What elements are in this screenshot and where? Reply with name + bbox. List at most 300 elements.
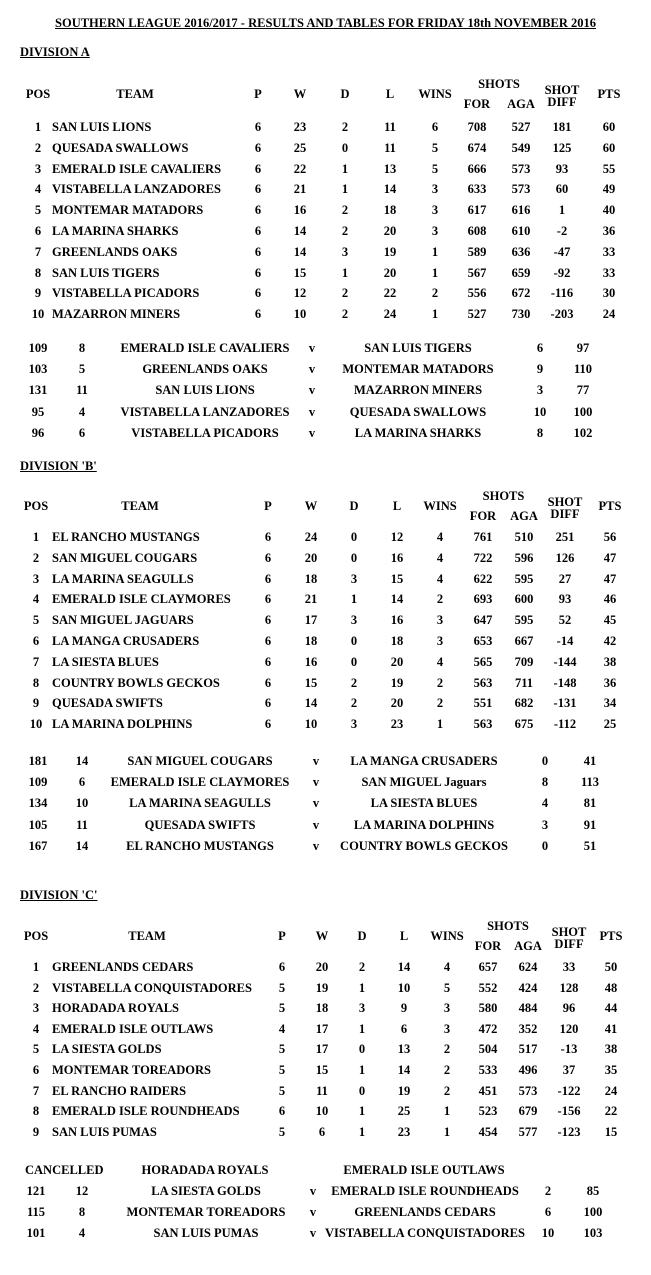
pos: 5 (34, 203, 42, 218)
home-points: 4 (78, 1226, 86, 1241)
shot-diff: -122 (557, 1083, 581, 1098)
result-row (0, 359, 651, 379)
home-points: 14 (75, 754, 89, 768)
away-shots: 100 (583, 1205, 603, 1220)
won: 12 (293, 286, 307, 301)
away-points: 2 (544, 1184, 552, 1198)
away-shots: 41 (583, 754, 597, 768)
shots-against: 600 (514, 592, 534, 607)
lost: 20 (383, 224, 397, 238)
pos: 6 (34, 224, 42, 238)
home-points: 11 (76, 383, 88, 398)
table-row (0, 957, 651, 977)
drawn: 2 (341, 286, 349, 301)
shot-diff: -203 (550, 307, 574, 322)
home-team: VISTABELLA LANZADORES (120, 404, 290, 419)
wins: 1 (431, 244, 439, 259)
points: 33 (602, 265, 616, 280)
wins: 2 (436, 696, 444, 711)
away-points: 9 (536, 362, 544, 377)
shots-against: 424 (518, 980, 538, 995)
won: 10 (293, 307, 307, 322)
away-shots: 113 (580, 775, 600, 790)
points: 22 (604, 1104, 618, 1119)
header-aga: AGA (514, 939, 542, 953)
played: 6 (264, 550, 272, 565)
away-points: 6 (544, 1205, 552, 1220)
played: 6 (254, 120, 262, 134)
played: 6 (254, 203, 262, 218)
home-team: MONTEMAR TOREADORS (126, 1205, 286, 1220)
header-shots: SHOTS (478, 77, 520, 91)
shot-diff: -131 (553, 696, 577, 711)
team-name: MAZARRON MINERS (52, 307, 181, 322)
home-shots: 121 (26, 1184, 46, 1198)
home-team: EL RANCHO MUSTANGS (126, 838, 274, 853)
wins: 1 (443, 1104, 451, 1119)
drawn: 3 (350, 613, 358, 628)
header-diff: DIFF (547, 95, 577, 109)
wins: 1 (431, 307, 439, 322)
shot-diff: 120 (559, 1021, 579, 1036)
result-row (0, 338, 651, 358)
lost: 12 (390, 530, 404, 544)
result-row (0, 836, 651, 856)
home-team: GREENLANDS OAKS (142, 362, 268, 377)
shots-for: 722 (473, 550, 493, 565)
table-row (0, 569, 651, 589)
table-row (0, 1101, 651, 1121)
header-wins: WINS (418, 87, 452, 101)
won: 19 (315, 980, 329, 995)
shot-diff: 181 (552, 120, 572, 134)
table-row (0, 1019, 651, 1039)
header-pts: PTS (598, 499, 622, 513)
away-team: SAN MIGUEL Jaguars (361, 775, 487, 790)
team-name: QUESADA SWIFTS (52, 696, 163, 711)
header-w: W (315, 929, 329, 943)
shots-for: 653 (473, 634, 493, 648)
played: 6 (254, 182, 262, 197)
points: 40 (602, 203, 616, 218)
shots-for: 472 (478, 1021, 498, 1036)
pos: 8 (32, 675, 40, 690)
table-row (0, 1122, 651, 1142)
drawn: 1 (358, 1124, 366, 1139)
table-header (0, 489, 651, 523)
shot-diff: 93 (555, 161, 569, 176)
away-team: MAZARRON MINERS (353, 383, 483, 398)
played: 5 (278, 1001, 286, 1016)
shots-for: 563 (473, 717, 493, 732)
home-team: LA MARINA SEAGULLS (129, 796, 271, 811)
table-row (0, 179, 651, 199)
shots-for: 708 (467, 120, 487, 134)
team-name: MONTEMAR MATADORS (52, 203, 204, 218)
away-points: 0 (541, 754, 549, 768)
away-shots: 110 (573, 362, 593, 377)
wins: 5 (431, 140, 439, 155)
away-team: QUESADA SWALLOWS (349, 404, 487, 419)
drawn: 2 (350, 675, 358, 690)
versus: v (312, 796, 320, 811)
shots-for: 647 (473, 613, 493, 628)
drawn: 3 (341, 244, 349, 259)
home-points: 6 (78, 775, 86, 790)
won: 14 (293, 244, 307, 259)
pos: 10 (31, 307, 45, 322)
header-aga: AGA (507, 97, 535, 111)
shots-for: 551 (473, 696, 493, 711)
shots-for: 617 (467, 203, 487, 218)
shots-for: 533 (478, 1063, 498, 1077)
shots-against: 730 (511, 307, 531, 322)
result-row (0, 772, 651, 792)
result-row (0, 402, 651, 422)
header-pos: POS (23, 499, 49, 513)
header-d: D (349, 499, 359, 513)
wins: 4 (443, 960, 451, 974)
pos: 9 (32, 696, 40, 711)
played: 6 (264, 696, 272, 711)
shots-against: 675 (514, 717, 534, 732)
table-header (0, 919, 651, 953)
table-row (0, 200, 651, 220)
header-shot: SHOT (544, 83, 580, 97)
wins: 4 (436, 571, 444, 586)
header-shots: SHOTS (487, 919, 529, 933)
away-team: SAN LUIS TIGERS (364, 341, 472, 355)
table-row (0, 631, 651, 651)
shot-diff: 1 (558, 203, 566, 218)
away-points: 0 (541, 838, 549, 853)
away-team: LA MARINA DOLPHINS (353, 817, 495, 832)
shots-against: 577 (518, 1124, 538, 1139)
away-points: 3 (541, 817, 549, 832)
team-name: EL RANCHO MUSTANGS (52, 530, 200, 544)
pos: 2 (32, 550, 40, 565)
shot-diff: 128 (559, 980, 579, 995)
page-title: SOUTHERN LEAGUE 2016/2017 - RESULTS AND TABLES FOR FRIDAY 18th NOVEMBER 2016 (55, 16, 596, 30)
drawn: 2 (341, 203, 349, 218)
wins: 2 (443, 1083, 451, 1098)
won: 21 (304, 592, 318, 607)
won: 23 (293, 120, 307, 134)
lost: 9 (400, 1001, 408, 1016)
table-row (0, 548, 651, 568)
played: 6 (278, 960, 286, 974)
shots-against: 636 (511, 244, 531, 259)
played: 6 (254, 224, 262, 238)
header-shots: SHOTS (482, 489, 525, 503)
wins: 3 (443, 1021, 451, 1036)
lost: 18 (383, 203, 397, 218)
shot-diff: 33 (562, 960, 576, 974)
wins: 6 (431, 120, 439, 134)
points: 36 (602, 224, 616, 238)
away-shots: 100 (573, 404, 593, 419)
drawn: 0 (341, 140, 349, 155)
shots-for: 454 (478, 1124, 498, 1139)
shots-for: 567 (467, 265, 487, 280)
home-points: 12 (75, 1184, 89, 1198)
table-row (0, 998, 651, 1018)
shot-diff: 37 (562, 1063, 576, 1077)
pos: 6 (32, 1063, 40, 1077)
versus: v (308, 383, 316, 398)
points: 35 (604, 1063, 618, 1077)
result-row (0, 1202, 651, 1222)
points: 41 (604, 1021, 618, 1036)
home-team: VISTABELLA PICADORS (131, 425, 279, 440)
shots-for: 523 (478, 1104, 498, 1119)
wins: 4 (436, 530, 444, 544)
home-shots: 115 (26, 1205, 46, 1220)
pos: 4 (34, 182, 42, 197)
wins: 2 (443, 1042, 451, 1057)
home-shots: 103 (28, 362, 48, 377)
played: 4 (278, 1021, 286, 1036)
wins: 1 (443, 1124, 451, 1139)
drawn: 3 (358, 1001, 366, 1016)
shots-against: 573 (511, 161, 531, 176)
points: 34 (603, 696, 617, 711)
away-points: 6 (536, 341, 544, 355)
away-shots: 81 (583, 796, 597, 811)
shot-diff: 93 (558, 592, 572, 607)
played: 6 (264, 530, 272, 544)
home-shots: 95 (31, 404, 45, 419)
division-label: DIVISION 'C' (20, 888, 98, 902)
home-team: SAN MIGUEL COUGARS (127, 754, 273, 768)
shots-for: 563 (473, 675, 493, 690)
played: 5 (278, 1042, 286, 1057)
lost: 25 (397, 1104, 411, 1119)
shots-for: 451 (478, 1083, 498, 1098)
versus: v (309, 1205, 317, 1220)
lost: 14 (390, 592, 404, 607)
points: 45 (603, 613, 617, 628)
table-row (0, 242, 651, 262)
away-points: 3 (536, 383, 544, 398)
drawn: 3 (350, 717, 358, 732)
team-name: LA SIESTA BLUES (52, 654, 159, 669)
team-name: MONTEMAR TOREADORS (52, 1063, 211, 1077)
team-name: SAN LUIS TIGERS (52, 265, 160, 280)
header-l: L (392, 499, 402, 513)
shots-for: 504 (478, 1042, 498, 1057)
home-shots: 109 (28, 341, 48, 355)
won: 17 (315, 1042, 329, 1057)
drawn: 0 (358, 1042, 366, 1057)
shots-for: 657 (478, 960, 498, 974)
result-row (0, 793, 651, 813)
header-l: L (385, 87, 395, 101)
pos: 5 (32, 1042, 40, 1057)
team-name: LA MARINA SEAGULLS (52, 571, 194, 586)
points: 49 (602, 182, 616, 197)
lost: 20 (390, 654, 404, 669)
played: 6 (264, 592, 272, 607)
header-team: TEAM (121, 499, 159, 513)
lost: 14 (397, 1063, 411, 1077)
away-team: MONTEMAR MATADORS (342, 362, 494, 377)
table-row (0, 263, 651, 283)
points: 50 (604, 960, 618, 974)
versus: v (308, 404, 316, 419)
header-for: FOR (474, 939, 502, 953)
shots-for: 666 (467, 161, 487, 176)
team-name: SAN LUIS LIONS (52, 120, 152, 134)
played: 5 (278, 980, 286, 995)
pos: 4 (32, 1021, 40, 1036)
drawn: 1 (350, 592, 358, 607)
drawn: 1 (341, 161, 349, 176)
won: 24 (304, 530, 318, 544)
table-row (0, 283, 651, 303)
won: 6 (318, 1124, 326, 1139)
table-row (0, 693, 651, 713)
home-shots: 167 (28, 838, 48, 853)
versus: v (312, 817, 320, 832)
shots-against: 624 (518, 960, 538, 974)
header-wins: WINS (423, 499, 457, 513)
table-row (0, 304, 651, 324)
played: 6 (254, 244, 262, 259)
lost: 15 (390, 571, 404, 586)
played: 6 (264, 717, 272, 732)
away-shots: 102 (573, 425, 593, 440)
shot-diff: -2 (556, 224, 568, 238)
pos: 3 (32, 1001, 40, 1016)
cancelled-label: CANCELLED (25, 1163, 104, 1177)
drawn: 0 (350, 550, 358, 565)
shot-diff: 251 (555, 530, 575, 544)
home-points: 4 (78, 404, 86, 419)
played: 5 (278, 1124, 286, 1139)
pos: 7 (34, 244, 42, 259)
lost: 24 (383, 307, 397, 322)
header-for: FOR (469, 509, 497, 523)
pos: 7 (32, 654, 40, 669)
header-d: D (340, 87, 350, 101)
header-p: P (264, 499, 272, 513)
table-row (0, 610, 651, 630)
played: 6 (264, 613, 272, 628)
shots-against: 517 (518, 1042, 538, 1057)
home-shots: 134 (28, 796, 48, 811)
pos: 8 (34, 265, 42, 280)
shots-for: 527 (467, 307, 487, 322)
won: 25 (293, 140, 307, 155)
shots-for: 580 (478, 1001, 498, 1016)
team-name: LA MANGA CRUSADERS (52, 634, 200, 648)
lost: 22 (383, 286, 397, 301)
pos: 4 (32, 592, 40, 607)
drawn: 2 (358, 960, 366, 974)
away-team: EMERALD ISLE OUTLAWS (343, 1163, 505, 1177)
points: 47 (603, 550, 617, 565)
home-team: EMERALD ISLE CLAYMORES (110, 775, 290, 790)
pos: 1 (34, 120, 42, 134)
header-w: W (293, 87, 307, 101)
table-row (0, 117, 651, 137)
away-team: COUNTRY BOWLS GECKOS (340, 838, 508, 853)
drawn: 2 (341, 224, 349, 238)
shots-for: 674 (467, 140, 487, 155)
shots-against: 709 (514, 654, 534, 669)
pos: 10 (29, 717, 43, 732)
shot-diff: -112 (553, 717, 577, 732)
played: 6 (254, 265, 262, 280)
won: 17 (315, 1021, 329, 1036)
shots-against: 596 (514, 550, 534, 565)
team-name: LA MARINA DOLPHINS (52, 717, 193, 732)
versus: v (309, 1226, 317, 1241)
home-points: 11 (76, 817, 88, 832)
drawn: 1 (358, 1104, 366, 1119)
wins: 4 (436, 654, 444, 669)
team-name: EMERALD ISLE CAVALIERS (52, 161, 222, 176)
shots-against: 672 (511, 286, 531, 301)
header-pts: PTS (599, 929, 623, 943)
away-shots: 77 (576, 383, 590, 398)
away-team: GREENLANDS CEDARS (354, 1205, 496, 1220)
drawn: 1 (341, 265, 349, 280)
home-points: 8 (78, 341, 86, 355)
drawn: 3 (350, 571, 358, 586)
points: 56 (603, 530, 617, 544)
table-row (0, 589, 651, 609)
header-p: P (278, 929, 286, 943)
shots-for: 589 (467, 244, 487, 259)
division-label: DIVISION 'B' (20, 459, 97, 473)
played: 6 (254, 286, 262, 301)
table-row (0, 1060, 651, 1080)
team-name: GREENLANDS CEDARS (52, 960, 194, 974)
table-header (0, 77, 651, 111)
team-name: LA SIESTA GOLDS (52, 1042, 162, 1057)
pos: 9 (32, 1124, 40, 1139)
won: 18 (304, 571, 318, 586)
played: 6 (264, 634, 272, 648)
pos: 2 (32, 980, 40, 995)
shot-diff: 96 (562, 1001, 576, 1016)
pos: 8 (32, 1104, 40, 1119)
won: 18 (304, 634, 318, 648)
won: 16 (293, 203, 307, 218)
result-row (0, 751, 651, 771)
away-points: 10 (541, 1226, 555, 1241)
points: 48 (604, 980, 618, 995)
header-shot: SHOT (551, 925, 587, 939)
won: 15 (293, 265, 307, 280)
lost: 19 (397, 1083, 411, 1098)
lost: 6 (400, 1021, 408, 1036)
header-diff: DIFF (550, 507, 580, 521)
won: 10 (315, 1104, 329, 1119)
played: 6 (264, 571, 272, 586)
points: 25 (603, 717, 617, 732)
table-row (0, 673, 651, 693)
points: 55 (602, 161, 616, 176)
shots-against: 667 (514, 634, 534, 648)
wins: 2 (436, 675, 444, 690)
points: 47 (603, 571, 617, 586)
won: 18 (315, 1001, 329, 1016)
header-pos: POS (25, 87, 51, 101)
points: 44 (604, 1001, 618, 1016)
